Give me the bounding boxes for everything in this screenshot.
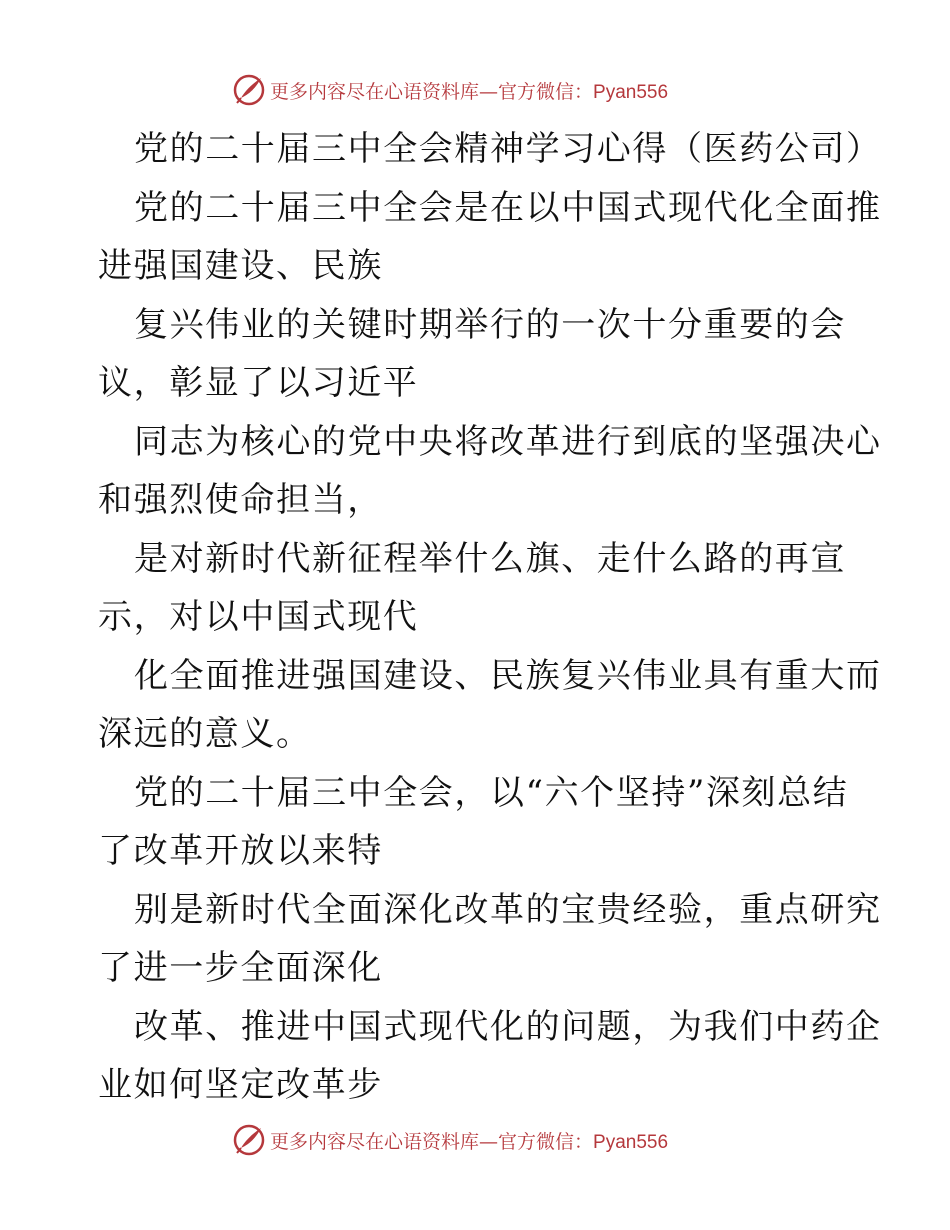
paragraph-line: 了改革开放以来特 [98, 831, 383, 871]
paragraph-line: 改革、推进中国式现代化的问题，为我们中药企 [134, 1006, 882, 1047]
paragraph-line: 化全面推进强国建设、民族复兴伟业具有重大而 [134, 655, 882, 696]
quill-pen-logo-icon [232, 73, 266, 107]
paragraph-line: 议，彰显了以习近平 [98, 363, 419, 403]
paragraph-line: 党的二十届三中全会是在以中国式现代化全面推 [134, 187, 882, 228]
paragraph-line: 是对新时代新征程举什么旗、走什么路的再宣 [134, 538, 846, 579]
paragraph-line: 党的二十届三中全会，以“六个坚持”深刻总结 [134, 772, 849, 813]
paragraph-line: 进强国建设、民族 [98, 246, 383, 286]
quill-pen-logo-icon [232, 1123, 266, 1157]
footer-banner [232, 1122, 712, 1158]
paragraph-line: 同志为核心的党中央将改革进行到底的坚强决心 [134, 421, 882, 462]
banner-message: 更多内容尽在心语资料库—官方微信： [270, 80, 594, 103]
banner-text [270, 77, 668, 104]
paragraph-line: 业如何坚定改革步 [98, 1065, 383, 1105]
paragraph-line: 和强烈使命担当， [98, 480, 383, 520]
wechat-handle: Pyan556 [593, 1131, 669, 1153]
paragraph-line: 示，对以中国式现代 [98, 597, 419, 637]
header-banner [232, 72, 712, 108]
banner-message: 更多内容尽在心语资料库—官方微信： [270, 1130, 594, 1153]
paragraph-line: 复兴伟业的关键时期举行的一次十分重要的会 [134, 304, 846, 345]
paragraph-line: 别是新时代全面深化改革的宝贵经验，重点研究 [134, 889, 882, 930]
paragraph-line: 了进一步全面深化 [98, 948, 383, 988]
wechat-handle: Pyan556 [593, 81, 669, 103]
document-body [98, 120, 882, 1115]
banner-text [270, 1127, 668, 1154]
paragraph-line: 深远的意义。 [98, 714, 312, 754]
document-title: 党的二十届三中全会精神学习心得（医药公司） [134, 129, 882, 169]
